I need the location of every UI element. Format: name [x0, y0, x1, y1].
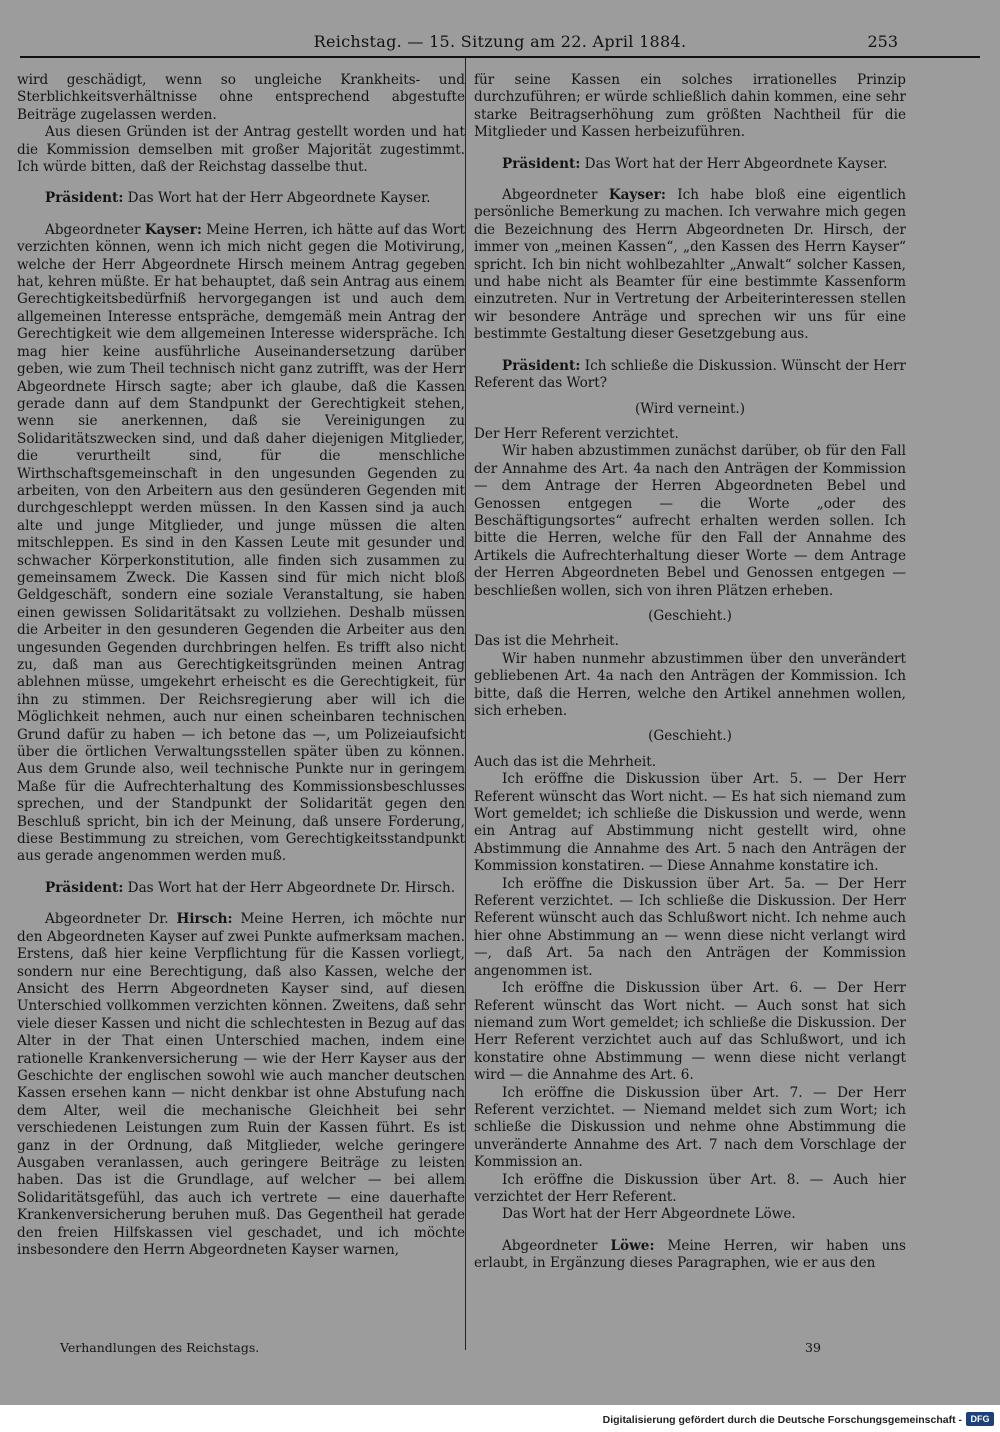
paragraph-text: wird geschädigt, wenn so ungleiche Krankheits- und Sterblichkeitsverhältnisse ohne entsprechend abgestufte Beiträge zugelassen werden.	[17, 72, 465, 123]
paragraph	[474, 358, 906, 393]
left-column	[17, 72, 465, 1302]
paragraph-text: Das Wort hat der Herr Abgeordnete Kayser.	[580, 155, 888, 172]
dfg-logo-icon: DFG	[966, 1412, 994, 1426]
paragraph-text: (Wird verneint.)	[634, 400, 746, 417]
speaker-name: Präsident:	[45, 879, 124, 896]
paragraph	[474, 633, 906, 650]
speaker-name: Hirsch:	[176, 911, 233, 928]
paragraph-text: Das ist die Mehrheit.	[474, 633, 619, 650]
paragraph	[474, 156, 906, 173]
right-column	[474, 72, 906, 1302]
paragraph	[17, 190, 465, 207]
speaker-name: Löwe:	[610, 1237, 655, 1254]
speaker-name: Kayser:	[608, 187, 666, 204]
paragraph	[474, 728, 906, 745]
paragraph	[474, 72, 906, 142]
signature-mark: 39	[805, 1340, 821, 1355]
paragraph	[474, 980, 906, 1084]
speaker-prefix: Abgeordneter	[502, 187, 609, 204]
paragraph	[17, 124, 465, 176]
paragraph-text: Das Wort hat der Herr Abgeordnete Löwe.	[502, 1206, 796, 1223]
paragraph-text: Wir haben nunmehr abzustimmen über den unverändert gebliebenen Art. 4a nach den Anträgen der Kommission. Ich bitte, daß die Herren, welche den Artikel annehmen wollen, sich erheben.	[474, 650, 906, 719]
paragraph	[474, 426, 906, 443]
paragraph-text: für seine Kassen ein solches irrationelles Prinzip durchzuführen; er würde schließlich dahin kommen, eine sehr starke Beitragserhöhung zum größten Nachtheil für die Mitglieder und Kassen herbeizuführen.	[474, 72, 906, 141]
paragraph	[474, 1085, 906, 1172]
paragraph	[474, 1172, 906, 1207]
running-header	[20, 28, 980, 58]
paragraph-text: (Geschieht.)	[648, 607, 732, 624]
paragraph-text: Meine Herren, ich möchte nur den Abgeordneten Kayser auf zwei Punkte aufmerksam machen. Erstens, daß hier keine Verpflichtung für die Kassen vorliegt, sondern nur eine Berechtigung, daß also Kassen, welche der Ansicht des Herrn Abgeordneten Kayser sind, auf diesen Unterschied vollkommen verzichten können. Zweitens, daß sehr viele dieser Kassen und nicht die schlechtesten in Bezug auf das Alter in der That einen Unterschied machen, indem eine rationelle Krankenversicherung — wie der Herr Kayser aus der Geschichte der englischen sowohl wie auch mancher deutschen Kassen ersehen kann — nicht denkbar ist ohne Abstufung nach dem Alter, weil die mechanische Gleichheit bei sehr verschiedenen Leistungen zum Ruin der Kassen führt. Es ist ganz in der Ordnung, daß Mitglieder, welche geringere Ausgaben veranlassen, auch geringere Beiträge zu leisten haben. Das ist die Grundlage, auf welcher — bei allem Solidaritätsgefühl, das auch ich vertrete — eine dauerhafte Krankenversicherung beruhen muß. Das Gegentheil hat gerade den freien Hilfskassen viel geschadet, und ich möchte insbesondere den Herrn Abgeordneten Kayser warnen,	[17, 911, 465, 1258]
paragraph	[474, 187, 906, 344]
paragraph	[474, 401, 906, 418]
paragraph-text: Das Wort hat der Herr Abgeordnete Kayser.	[123, 190, 431, 207]
paragraph	[17, 911, 465, 1259]
paragraph-text: Wir haben abzustimmen zunächst darüber, ob für den Fall der Annahme des Art. 4a nach den Anträgen der Kommission — dem Antrage der Herren Abgeordneten Bebel und Genossen entgegen — die Worte „oder des Beschäftigungsortes“ aufrecht erhalten werden sollen. Ich bitte die Herren, welche für den Fall der Annahme des Artikels die Aufrechterhaltung dieser Worte — dem Antrage der Herren Abgeordneten Bebel und Genossen entgegen — beschließen wollen, sich von ihren Plätzen erheben.	[474, 443, 906, 599]
speaker-name: Kayser:	[144, 221, 202, 238]
paragraph-text: Aus diesen Gründen ist der Antrag gestellt worden und hat die Kommission demselben mit großer Majorität zugestimmt. Ich würde bitten, daß der Reichstag dasselbe thut.	[17, 124, 465, 176]
speaker-prefix: Abgeordneter Dr.	[45, 911, 177, 928]
paragraph-text: Ich eröffne die Diskussion über Art. 5. — Der Herr Referent wünscht das Wort nicht. — Es hat sich niemand zum Wort gemeldet; ich schließe die Diskussion und werde, wenn ein Antrag auf Abstimmung nicht gestellt wird, ohne Abstimmung die Annahme des Art. 5 nach den Anträgen der Kommission konstatiren. — Diese Annahme konstatire ich.	[474, 771, 906, 875]
paragraph	[474, 771, 906, 875]
paragraph	[474, 651, 906, 721]
paragraph-text: (Geschieht.)	[648, 728, 732, 745]
column-rule	[465, 58, 466, 1350]
paragraph	[474, 443, 906, 600]
paragraph-text: Ich eröffne die Diskussion über Art. 5a. — Der Herr Referent verzichtet. — Ich schließe die Diskussion. Der Herr Referent wünscht auch das Schlußwort nicht. Ich nehme auch hier ohne Abstimmung an — wenn diese nicht verlangt wird —, daß Art. 5a nach den Anträgen der Kommission angenommen ist.	[474, 875, 906, 979]
paragraph	[17, 880, 465, 897]
paragraph	[474, 608, 906, 625]
speaker-name: Präsident:	[45, 190, 124, 207]
paragraph	[474, 1238, 906, 1273]
paragraph	[474, 754, 906, 771]
speaker-prefix: Abgeordneter	[45, 221, 145, 238]
paragraph	[17, 72, 465, 124]
paragraph-text: Ich schließe die Diskussion. Wünscht der Herr Referent das Wort?	[474, 357, 906, 392]
paragraph-text: Ich eröffne die Diskussion über Art. 7. — Der Herr Referent verzichtet. — Niemand meldet sich zum Wort; ich schließe die Diskussion und nehme ohne Abstimmung die unveränderte Annahme des Art. 7 nach dem Vorschlage der Kommission an.	[474, 1084, 906, 1171]
paragraph-text: Der Herr Referent verzichtet.	[474, 425, 679, 442]
paragraph	[17, 222, 465, 866]
paragraph-text: Ich eröffne die Diskussion über Art. 8. — Auch hier verzichtet der Herr Referent.	[474, 1171, 906, 1205]
speaker-prefix: Abgeordneter	[502, 1237, 611, 1254]
credit-strip	[0, 1405, 1000, 1432]
paragraph	[474, 1206, 906, 1223]
credit-text: Digitalisierung gefördert durch die Deutsche Forschungsgemeinschaft -	[602, 1414, 962, 1426]
paragraph-text: Ich eröffne die Diskussion über Art. 6. — Der Herr Referent wünscht das Wort nicht. — Auch sonst hat sich niemand zum Wort gemeldet; ich schließe die Diskussion. Der Herr Referent verzichtet auch auf das Schlußwort, und ich konstatire ohne Abstimmung — wenn diese nicht verlangt wird — die Annahme des Art. 6.	[474, 980, 906, 1084]
paragraph-text: Das Wort hat der Herr Abgeordnete Dr. Hirsch.	[123, 879, 456, 896]
footer-title: Verhandlungen des Reichstags.	[60, 1340, 260, 1355]
page-number: 253	[867, 32, 898, 51]
paragraph-text: Auch das ist die Mehrheit.	[474, 753, 657, 770]
paragraph	[474, 876, 906, 980]
speaker-name: Präsident:	[502, 155, 581, 172]
speaker-name: Präsident:	[502, 357, 581, 374]
paragraph-text: Meine Herren, wir haben uns erlaubt, in Ergänzung dieses Paragraphen, wie er aus den	[474, 1237, 906, 1272]
header-title: Reichstag. — 15. Sitzung am 22. April 1884.	[313, 32, 687, 51]
paragraph-text: Ich habe bloß eine eigentlich persönliche Bemerkung zu machen. Ich verwahre mich gegen die Bezeichnung des Herrn Abgeordneten Dr. Hirsch, der immer von „meinen Kassen“, „den Kassen des Herrn Kayser“ spricht. Ich bin nicht wohlbezahlter „Anwalt“ solcher Kassen, und habe nicht als Beamter für eine bestimmte Kassenform einzutreten. Nur in Vertretung der Arbeiterinteressen stellen wir besondere Anträge und sprechen wir uns für eine bestimmte Gestaltung dieser Gesetzgebung aus.	[474, 187, 906, 343]
paragraph-text: Meine Herren, ich hätte auf das Wort verzichten können, wenn ich mich nicht gegen die Motivirung, welche der Herr Abgeordnete Hirsch meinem Antrag gegeben hat, kehren müßte. Er hat behauptet, daß sein Antrag aus einem Gerechtigkeitsbedürfniß hervorgegangen ist und auch dem allgemeinen Interesse entspräche, demgemäß mein Antrag der Gerechtigkeit wie dem allgemeinen Interesse widerspräche. Ich mag hier keine ausführliche Auseinandersetzung darüber geben, wie zum Theil technisch nicht ganz zutrifft, was der Herr Abgeordnete Hirsch sagte; aber ich glaube, daß die Kassen gerade dann auf dem Standpunkt der Gerechtigkeit stehen, wenn sie anerkennen, daß sie Vereinigungen zu Solidaritätszwecken sind, und daß daher diejenigen Mitglieder, die verurtheilt sind, für die menschliche Wirthschaftsgemeinschaft in den ungesunden Gegenden zu arbeiten, von den Arbeitern aus den gesünderen Gegenden mit durchgeschleppt werden müssen. In den Kassen sind ja auch alte und junge Mitglieder, und junge müssen die alten mitschleppen. Es sind in den Kassen Leute mit gesunder und schwacher Körperkonstitution, alle finden sich zusammen zu gemeinsamem Zweck. Die Kassen sind für mich nicht bloß Geldgeschäft, sondern eine soziale Veranstaltung, sie haben einen gewissen Solidaritätsakt zu vollziehen. Deshalb müssen die Arbeiter in den gesunderen Gegenden die Arbeiter aus den ungesunden Gegenden durchbringen helfen. Es trifft also nicht zu, daß man aus Gerechtigkeitsgründen meinen Antrag ablehnen müsse, umgekehrt erheischt es die Gerechtigkeit, für ihn zu stimmen. Der Reichsregierung aber will ich die Möglichkeit nehmen, auch nur einen scheinbaren technischen Grund dafür zu haben — ich betone das —, um Polizeiaufsicht über die örtlichen Verwaltungsstellen später üben zu können. Aus dem Grunde also, weil technische Punkte nur in geringem Maße für die Aufrechterhaltung des Kommissionsbeschlusses sprechen, und der Standpunkt der Solidarität gegen den Beschluß spricht, bin ich der Meinung, daß unsere Forderung, diese Bestimmung zu streichen, vom Gerechtigkeitsstandpunkt aus gerade angenommen werden muß.	[17, 221, 465, 865]
